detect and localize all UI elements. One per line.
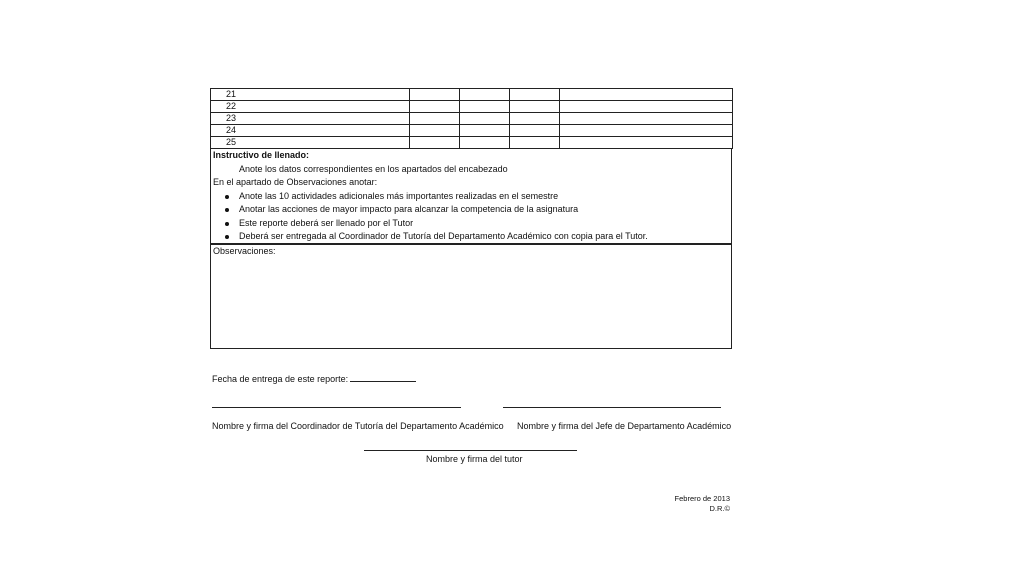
tutor-signature-label: Nombre y firma del tutor — [426, 454, 523, 464]
table-cell — [510, 101, 560, 113]
head-signature-label: Nombre y firma del Jefe de Departamento Académico — [517, 421, 732, 431]
activities-table — [210, 88, 733, 149]
instructions-list — [211, 190, 731, 244]
observations-box[interactable] — [210, 244, 732, 349]
table-cell — [410, 125, 460, 137]
table-cell — [410, 89, 460, 101]
table-cell — [560, 137, 733, 149]
table-cell — [510, 113, 560, 125]
table-cell — [560, 113, 733, 125]
list-item-text: Anotar las acciones de mayor impacto para alcanzar la competencia de la asignatura — [239, 204, 579, 214]
table-row — [211, 101, 733, 113]
table-row — [211, 89, 733, 101]
table-row — [211, 125, 733, 137]
instructions-line: En el apartado de Observaciones anotar: — [213, 177, 378, 187]
list-item-text: Este reporte deberá ser llenado por el Tutor — [239, 217, 414, 228]
table-cell — [410, 113, 460, 125]
table-row — [211, 137, 733, 149]
head-signature-line — [503, 407, 721, 408]
table-cell — [410, 101, 460, 113]
footer-rights: D.R.© — [709, 504, 730, 513]
table-cell — [510, 137, 560, 149]
table-cell — [560, 125, 733, 137]
table-cell — [460, 125, 510, 137]
table-cell — [510, 125, 560, 137]
footer-date: Febrero de 2013 — [674, 494, 730, 503]
row-number: 24 — [211, 125, 410, 137]
list-item-text: Anote las 10 actividades adicionales más importantes realizadas en el semestre — [239, 190, 559, 201]
table-cell — [410, 137, 460, 149]
list-item-text: Deberá ser entregada al Coordinador de Tutoría del Departamento Académico con copia para el Tutor. — [239, 231, 648, 241]
table-cell — [460, 137, 510, 149]
bullet-icon — [225, 235, 229, 239]
instructions-box — [210, 149, 732, 244]
coordinator-signature-line — [212, 407, 461, 408]
observations-label: Observaciones: — [213, 246, 276, 256]
delivery-date-field — [212, 372, 416, 385]
bullet-icon — [225, 195, 229, 199]
row-number: 21 — [211, 89, 410, 101]
table-cell — [510, 89, 560, 101]
table-cell — [560, 89, 733, 101]
list-item — [211, 217, 731, 231]
list-item — [211, 190, 731, 204]
bullet-icon — [225, 208, 229, 212]
list-item — [211, 230, 731, 244]
row-number: 25 — [211, 137, 410, 149]
table-cell — [460, 89, 510, 101]
delivery-date-label: Fecha de entrega de este reporte: — [212, 374, 349, 384]
delivery-date-blank[interactable] — [350, 372, 416, 382]
instructions-line: Anote los datos correspondientes en los apartados del encabezado — [239, 163, 508, 174]
tutor-signature-line — [364, 450, 577, 451]
row-number: 22 — [211, 101, 410, 113]
table-cell — [460, 101, 510, 113]
row-number: 23 — [211, 113, 410, 125]
table-cell — [460, 113, 510, 125]
list-item — [211, 203, 731, 217]
table-cell — [560, 101, 733, 113]
bullet-icon — [225, 222, 229, 226]
table-row — [211, 113, 733, 125]
coordinator-signature-label: Nombre y firma del Coordinador de Tutoría del Departamento Académico — [212, 421, 504, 431]
instructions-title: Instructivo de llenado: — [213, 150, 310, 160]
